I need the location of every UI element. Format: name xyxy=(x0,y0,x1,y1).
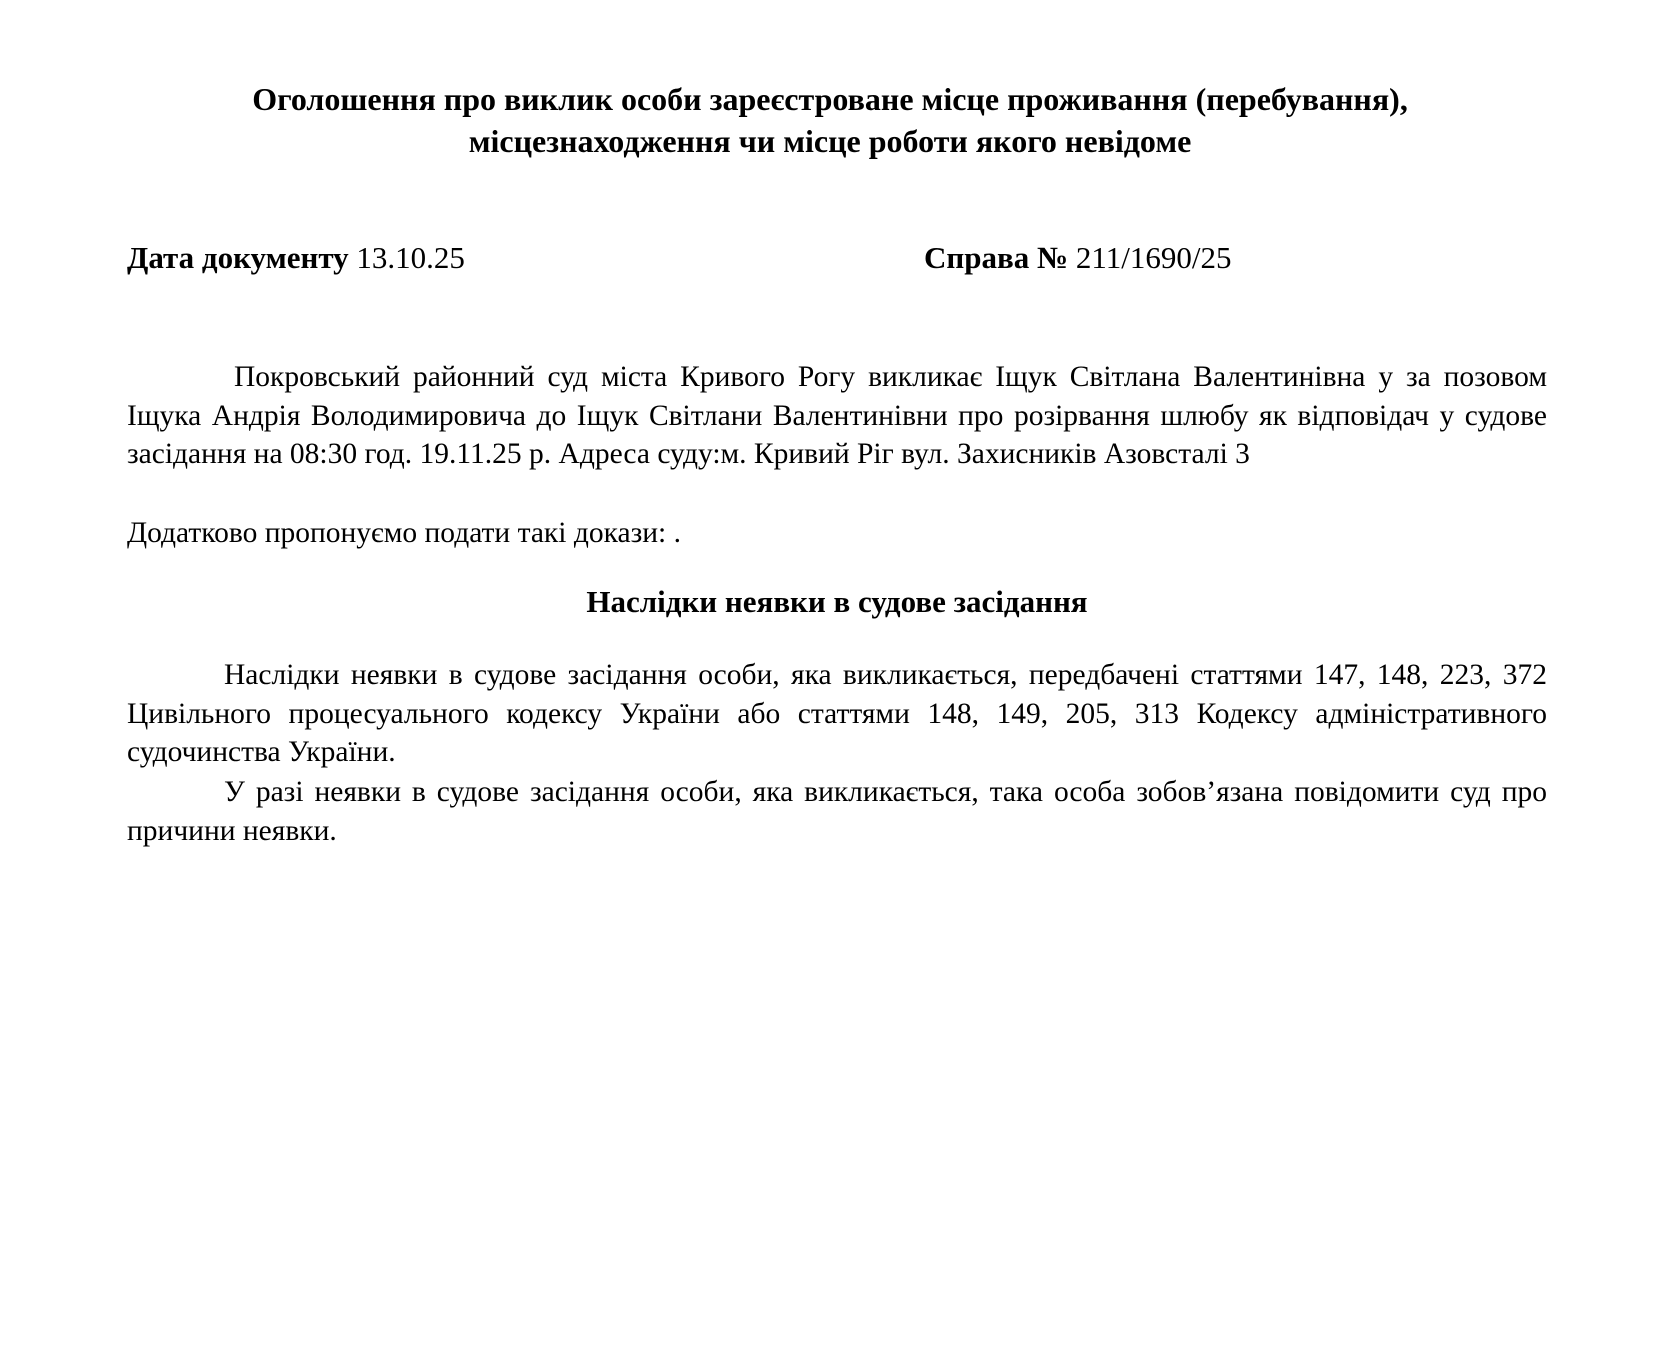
document-date xyxy=(127,238,465,278)
document-title xyxy=(120,78,1540,162)
summons-paragraph: Покровський районний суд міста Кривого Рогу викликає Іщук Світлана Валентинівна у за позовом Іщука Андрія Володимировича до Іщук Світлани Валентинівни про розірвання шлюбу як відповідач у судове засідання на 08:30 год. 19.11.25 р. Адреса суду:м. Кривий Ріг вул. Захисників Азовсталі 3 xyxy=(127,361,1547,470)
obligation-paragraph: У разі неявки в судове засідання особи, яка викликається, така особа зобов’язана повідомити суд про причини неявки. xyxy=(127,776,1547,847)
date-label: Дата документу xyxy=(127,240,349,275)
date-value: 13.10.25 xyxy=(356,240,465,275)
case-value: 211/1690/25 xyxy=(1075,240,1232,275)
case-number xyxy=(924,238,1231,278)
title-line-1: Оголошення про виклик особи зареєстроване місце проживання (перебування), xyxy=(252,81,1408,117)
title-line-2: місцезнаходження чи місце роботи якого невідоме xyxy=(468,123,1192,159)
additional-evidence-line: Додатково пропонуємо подати такі докази: . xyxy=(127,517,681,549)
case-label: Справа № xyxy=(924,240,1069,275)
consequences-heading: Наслідки неявки в судове засідання xyxy=(586,584,1088,619)
consequences-paragraph: Наслідки неявки в судове засідання особи, яка викликається, передбачені статтями 147, 148, 223, 372 Цивільного процесуального кодексу України або статтями 148, 149, 205, 313 Кодексу адміністративного судочинства України. xyxy=(127,659,1547,768)
